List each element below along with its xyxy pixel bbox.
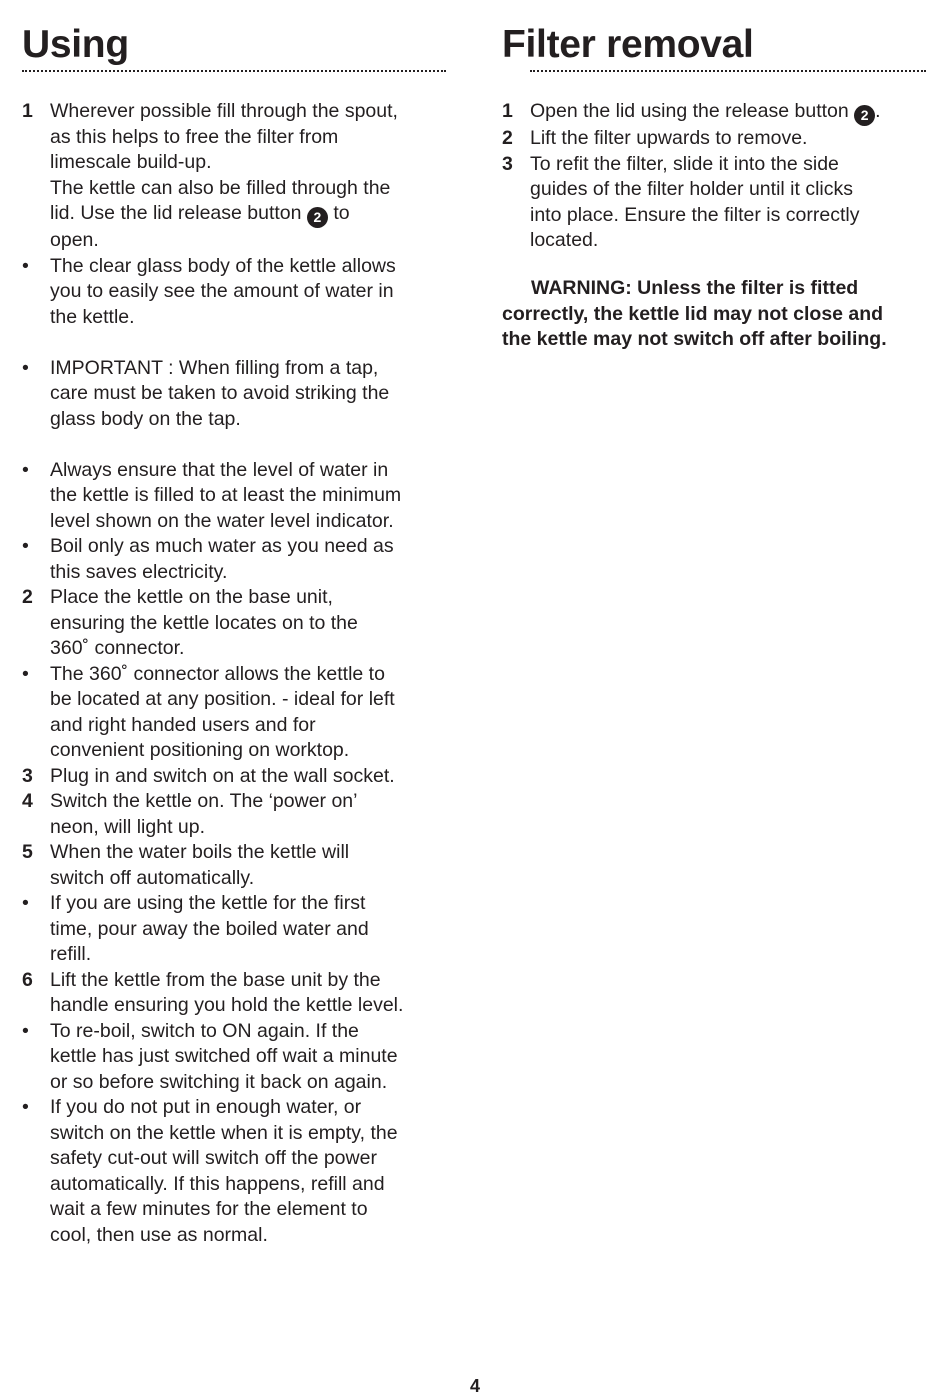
bullet: • bbox=[22, 1096, 29, 1118]
using-heading: Using bbox=[22, 23, 129, 66]
warning-note: WARNING: Unless the filter is fitted correctly, the kettle lid may not close and the kettle may not switch off after boiling. bbox=[502, 277, 887, 350]
list-item: 2 Lift the filter upwards to remove. bbox=[502, 126, 932, 152]
step-number: 2 bbox=[22, 586, 33, 608]
step-number: 2 bbox=[502, 127, 513, 149]
list-item: 5 When the water boils the kettle will switch off automatically. bbox=[22, 841, 350, 889]
list-item: • Boil only as much water as you need as this saves electricity. bbox=[22, 535, 394, 583]
step-number: 5 bbox=[22, 841, 33, 863]
step-number: 1 bbox=[502, 100, 513, 122]
bullet: • bbox=[22, 892, 29, 914]
list-item: 1 Open the lid using the release button 2 . bbox=[502, 99, 932, 126]
filter-removal-heading: Filter removal bbox=[502, 23, 754, 66]
step-number: 3 bbox=[502, 152, 513, 175]
bullet: • bbox=[22, 662, 29, 685]
bullet: • bbox=[22, 1019, 29, 1042]
list-item: 1 Wherever possible fill through the spout, as this helps to free the filter from limescale build-up. The kettle can also be filled through the lid. Use the lid release button 2 to open. bbox=[22, 100, 398, 251]
using-list bbox=[22, 99, 452, 1248]
list-item: 2 Place the kettle on the base unit, ensuring the kettle locates on to the 360˚ connector. bbox=[22, 586, 358, 659]
list-item: 3 Plug in and switch on at the wall socket. bbox=[22, 764, 452, 790]
filter-list bbox=[502, 99, 932, 254]
bullet: • bbox=[22, 254, 29, 277]
page-number: 4 bbox=[469, 1376, 480, 1396]
dotted-divider bbox=[530, 70, 926, 72]
list-item: • IMPORTANT : When filling from a tap, care must be taken to avoid striking the glass body on the tap. bbox=[22, 356, 390, 430]
list-item: 3 To refit the filter, slide it into the side guides of the filter holder until it clicks into place. Ensure the filter is correctly located. bbox=[502, 152, 860, 251]
list-item: • Always ensure that the level of water in the kettle is filled to at least the minimum level shown on the water level indicator. bbox=[22, 458, 402, 532]
bullet: • bbox=[22, 535, 29, 557]
step-number: 1 bbox=[22, 100, 33, 122]
list-item: • To re-boil, switch to ON again. If the kettle has just switched off wait a minute or so before switching it back on again. bbox=[22, 1019, 398, 1093]
dotted-divider bbox=[22, 70, 446, 72]
list-item: • The 360˚ connector allows the kettle to be located at any position. - ideal for left and right handed users and for convenient positioning on worktop. bbox=[22, 662, 395, 761]
bullet: • bbox=[22, 458, 29, 481]
button-2-badge-icon: 2 bbox=[307, 207, 328, 228]
list-item: • If you are using the kettle for the first time, pour away the boiled water and refill. bbox=[22, 892, 369, 965]
step-number: 3 bbox=[22, 764, 33, 787]
list-item: 6 Lift the kettle from the base unit by the handle ensuring you hold the kettle level. bbox=[22, 968, 404, 1016]
list-item: 4 Switch the kettle on. The ‘power on’ neon, will light up. bbox=[22, 790, 358, 838]
list-item: • The clear glass body of the kettle allows you to easily see the amount of water in the kettle. bbox=[22, 254, 396, 328]
list-item: • If you do not put in enough water, or switch on the kettle when it is empty, the safety cut-out will switch off the power automatically. If this happens, refill and wait a few minutes for the element to cool, then use as normal. bbox=[22, 1096, 398, 1246]
button-2-badge-icon: 2 bbox=[854, 105, 875, 126]
step-number: 4 bbox=[22, 790, 33, 812]
step-number: 6 bbox=[22, 968, 33, 991]
bullet: • bbox=[22, 356, 29, 379]
